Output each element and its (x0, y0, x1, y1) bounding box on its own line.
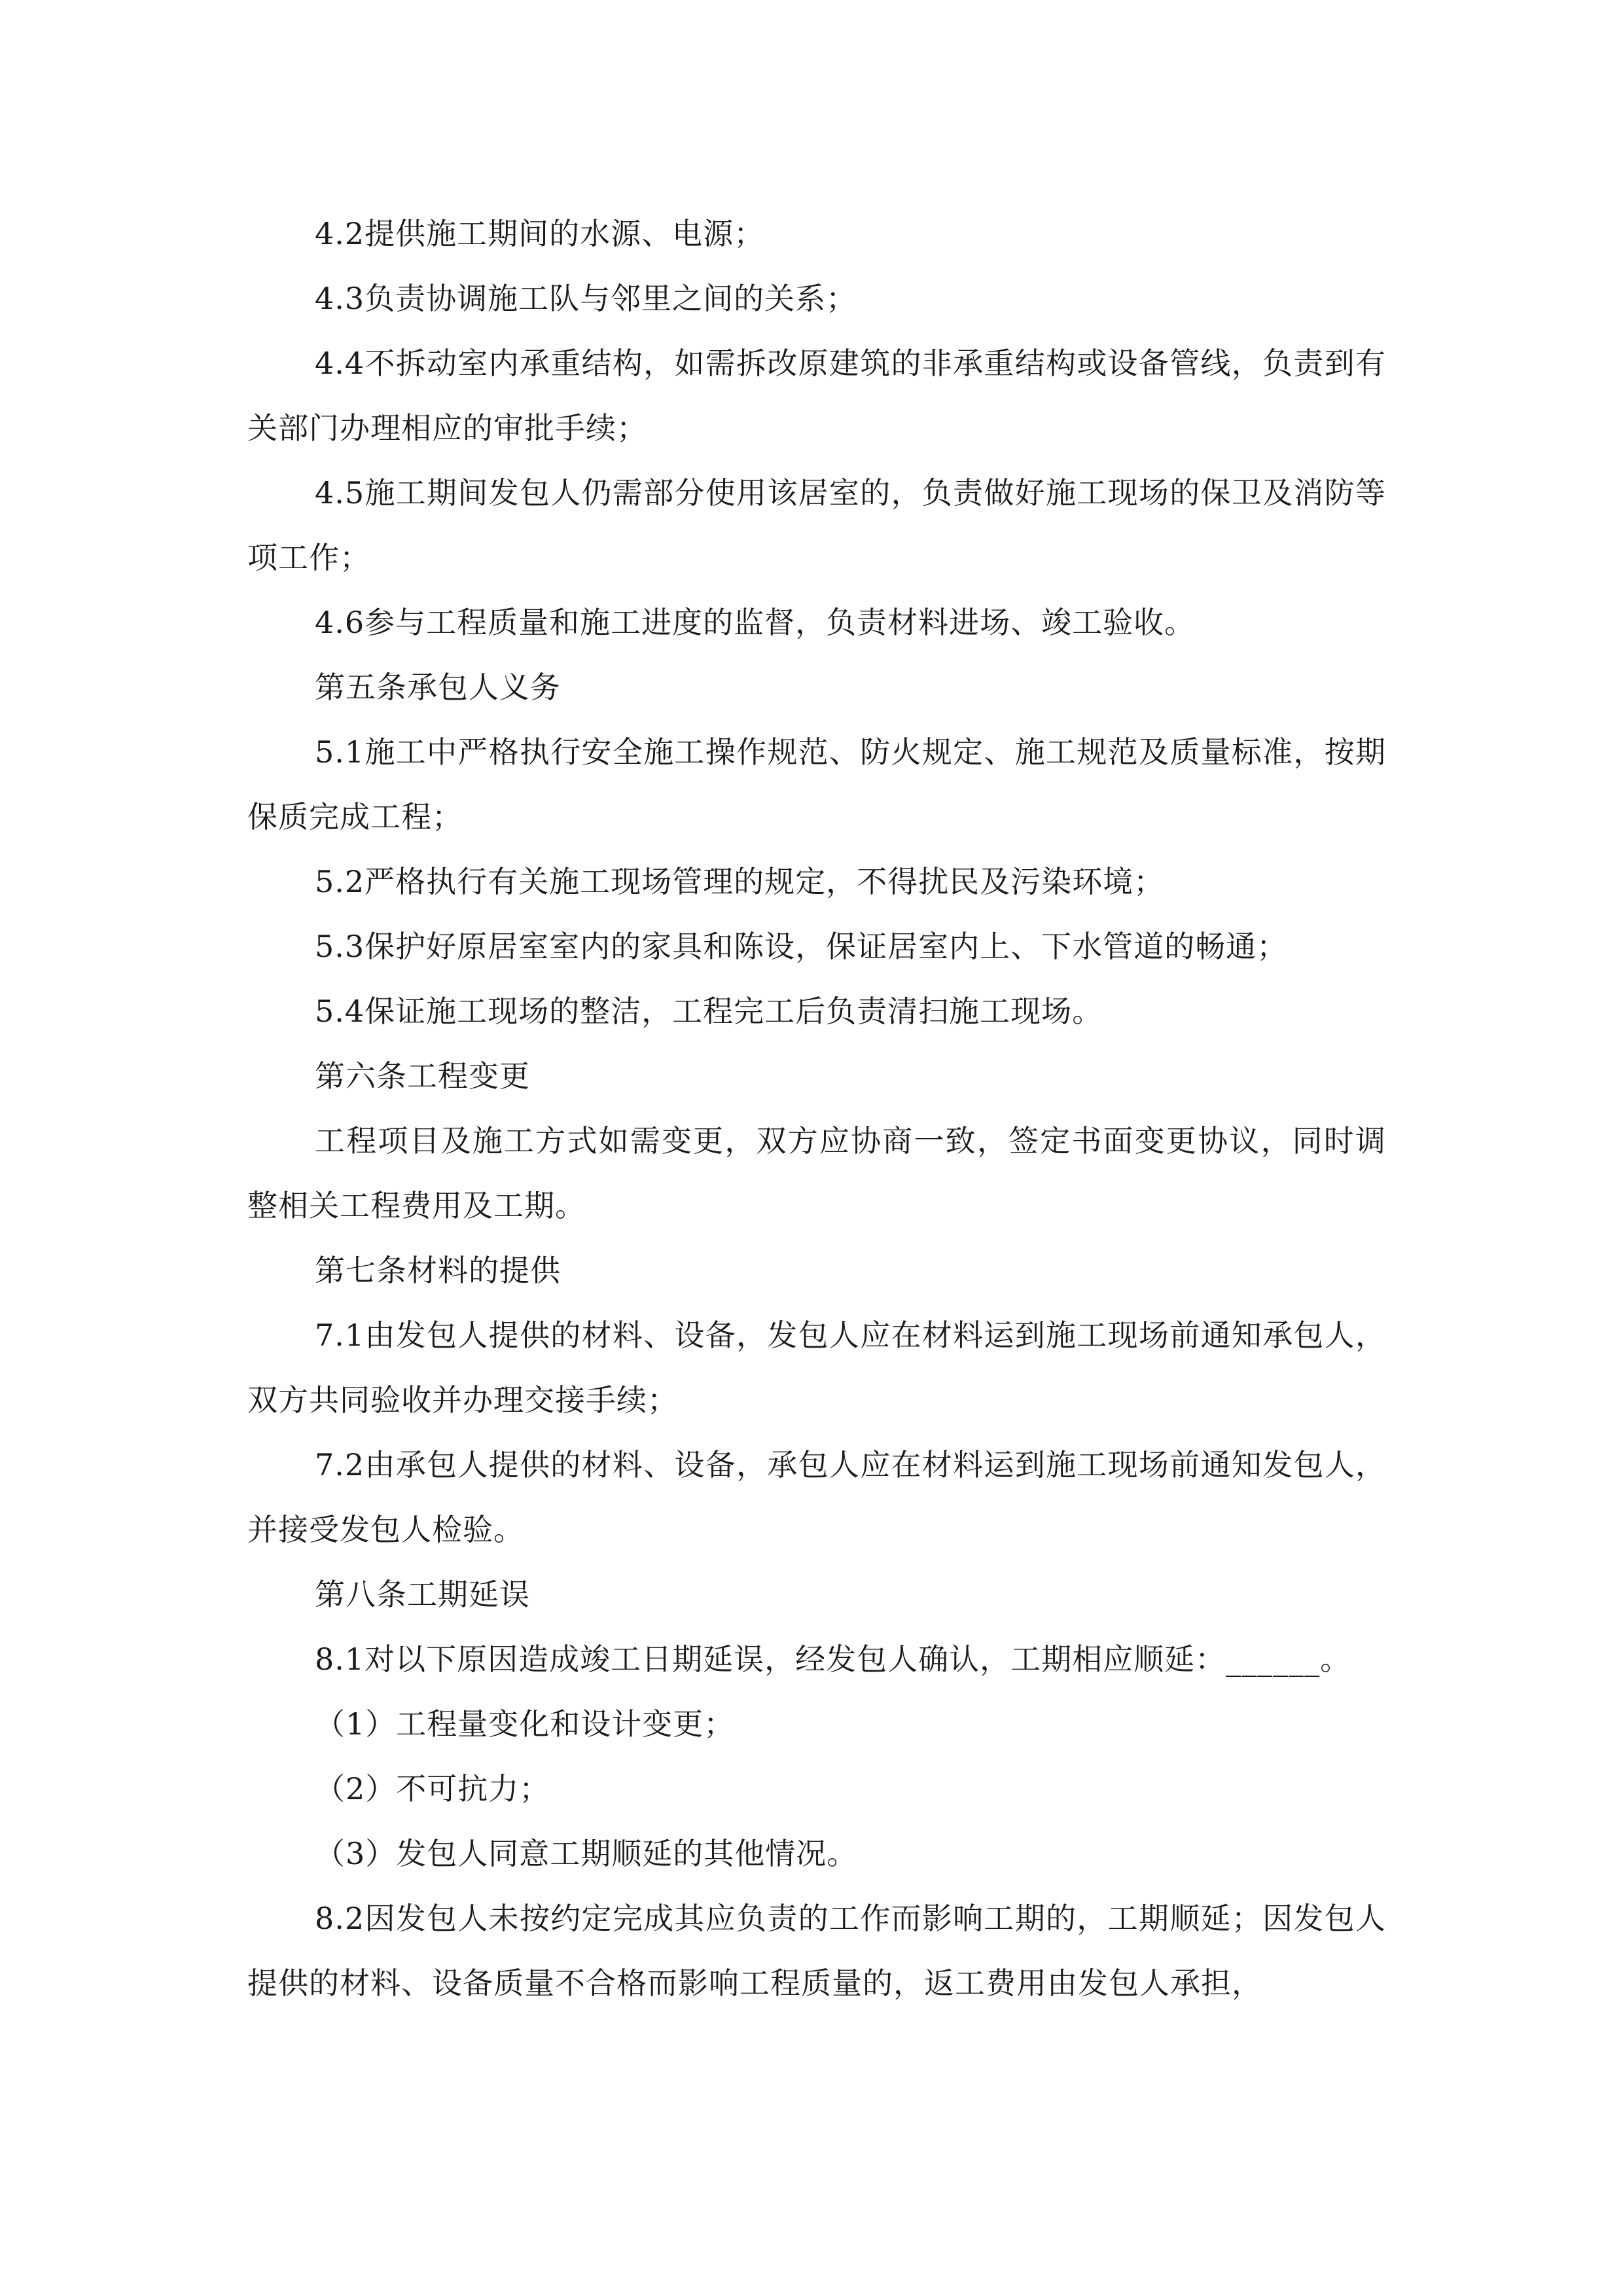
paragraph-4-4: 4.4不拆动室内承重结构，如需拆改原建筑的非承重结构或设备管线，负责到有关部门办理相应的审批手续； (247, 346, 1386, 446)
paragraph-5-3: 5.3保护好原居室室内的家具和陈设，保证居室内上、下水管道的畅通； (315, 929, 1288, 964)
paragraph-4-5: 4.5施工期间发包人仍需部分使用该居室的，负责做好施工现场的保卫及消防等项工作； (247, 475, 1386, 575)
heading-article-6: 第六条工程变更 (315, 1058, 530, 1094)
document-body (247, 202, 1386, 2016)
paragraph-7-1: 7.1由发包人提供的材料、设备，发包人应在材料运到施工现场前通知承包人，双方共同验收并办理交接手续； (247, 1318, 1386, 1418)
list-item-1: （1）工程量变化和设计变更； (315, 1706, 735, 1742)
paragraph-5-4: 5.4保证施工现场的整洁，工程完工后负责清扫施工现场。 (315, 994, 1103, 1029)
paragraph-5-2: 5.2严格执行有关施工现场管理的规定，不得扰民及污染环境； (315, 864, 1165, 899)
paragraph-7-2: 7.2由承包人提供的材料、设备，承包人应在材料运到施工现场前通知发包人，并接受发包人检验。 (247, 1447, 1386, 1547)
list-item-2: （2）不可抗力； (315, 1771, 550, 1806)
paragraph-6-body: 工程项目及施工方式如需变更，双方应协商一致，签定书面变更协议，同时调整相关工程费用及工期。 (247, 1123, 1386, 1223)
paragraph-5-1: 5.1施工中严格执行安全施工操作规范、防火规定、施工规范及质量标准，按期保质完成工程； (247, 734, 1386, 834)
paragraph-4-2: 4.2提供施工期间的水源、电源； (315, 216, 765, 251)
heading-article-5: 第五条承包人义务 (315, 670, 561, 705)
paragraph-8-2: 8.2因发包人未按约定完成其应负责的工作而影响工期的，工期顺延；因发包人提供的材料、设备质量不合格而影响工程质量的，返工费用由发包人承担， (247, 1901, 1386, 2001)
heading-article-7: 第七条材料的提供 (315, 1253, 561, 1288)
paragraph-8-1: 8.1对以下原因造成竣工日期延误，经发包人确认，工期相应顺延：______。 (315, 1641, 1351, 1677)
paragraph-4-6: 4.6参与工程质量和施工进度的监督，负责材料进场、竣工验收。 (315, 605, 1196, 640)
list-item-3: （3）发包人同意工期顺延的其他情况。 (315, 1836, 858, 1871)
paragraph-4-3: 4.3负责协调施工队与邻里之间的关系； (315, 281, 857, 316)
heading-article-8: 第八条工期延误 (315, 1577, 530, 1612)
